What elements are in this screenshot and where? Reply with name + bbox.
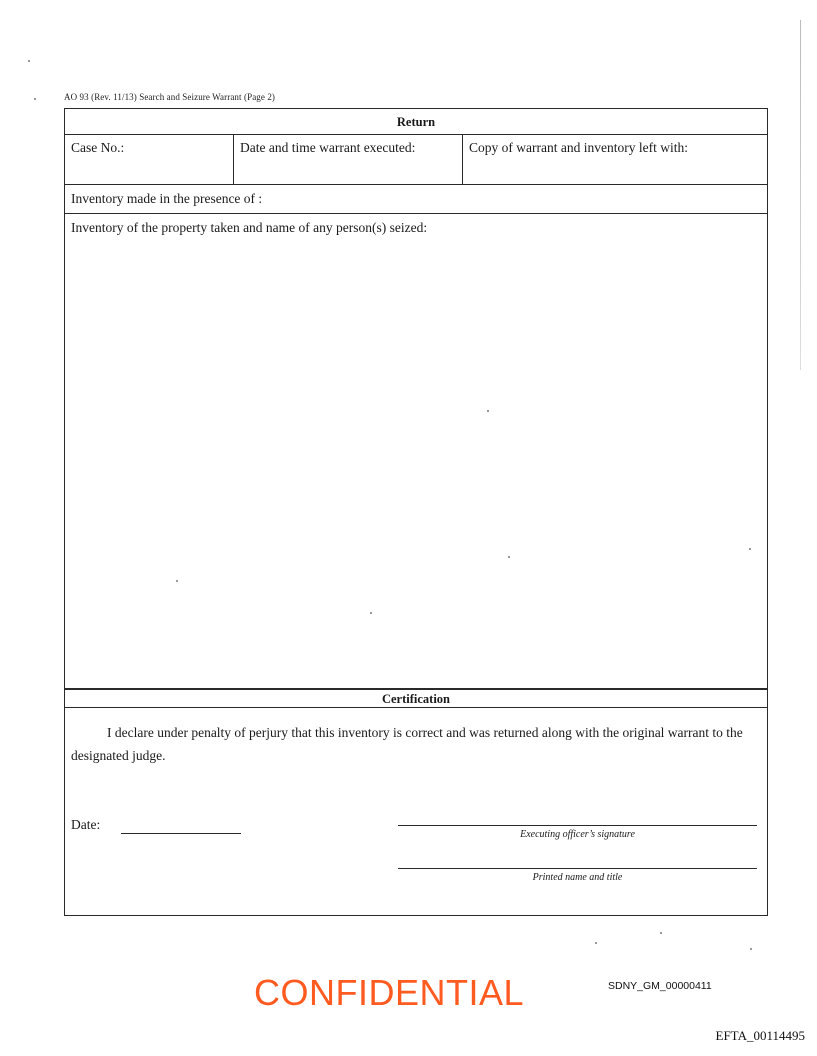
scan-speck [749, 548, 751, 550]
scan-speck [595, 942, 597, 944]
scan-speck [28, 60, 30, 62]
scan-speck [487, 410, 489, 412]
case-info-row [65, 135, 767, 185]
scan-speck [176, 580, 178, 582]
bates-number: SDNY_GM_00000411 [608, 980, 712, 992]
confidential-stamp: CONFIDENTIAL [254, 972, 525, 1013]
certification-declaration: I declare under penalty of perjury that this inventory is correct and was returned along with the original warrant to the designated judge. [71, 725, 743, 763]
scan-speck [660, 932, 662, 934]
date-time-executed-field[interactable] [234, 135, 463, 184]
certification-title: Certification [65, 688, 767, 708]
printed-name-caption: Printed name and title [532, 872, 623, 883]
printed-name-line[interactable] [398, 868, 757, 869]
date-time-executed-label: Date and time warrant executed: [240, 140, 416, 155]
certification-date-field[interactable] [121, 833, 241, 834]
inventory-presence-field[interactable] [65, 185, 767, 214]
scan-speck [370, 612, 372, 614]
case-no-field[interactable] [65, 135, 234, 184]
inventory-property-label: Inventory of the property taken and name of any person(s) seized: [71, 220, 428, 235]
scan-speck [750, 948, 752, 950]
form-header: AO 93 (Rev. 11/13) Search and Seizure Warrant (Page 2) [64, 92, 276, 102]
copy-left-with-field[interactable] [463, 135, 767, 184]
scan-speck [34, 98, 36, 100]
case-no-label: Case No.: [71, 140, 125, 155]
officer-signature-caption: Executing officer’s signature [520, 829, 635, 840]
inventory-property-field[interactable] [65, 214, 767, 688]
officer-signature-line[interactable] [398, 825, 757, 826]
inventory-presence-label: Inventory made in the presence of : [71, 191, 263, 206]
warrant-return-form [64, 108, 768, 916]
return-title: Return [65, 109, 767, 135]
certification-date-label: Date: [71, 817, 101, 832]
scan-speck [508, 556, 510, 558]
scan-edge-mark [800, 20, 801, 370]
copy-left-with-label: Copy of warrant and inventory left with: [469, 140, 688, 155]
efta-number: EFTA_00114495 [715, 1028, 805, 1043]
